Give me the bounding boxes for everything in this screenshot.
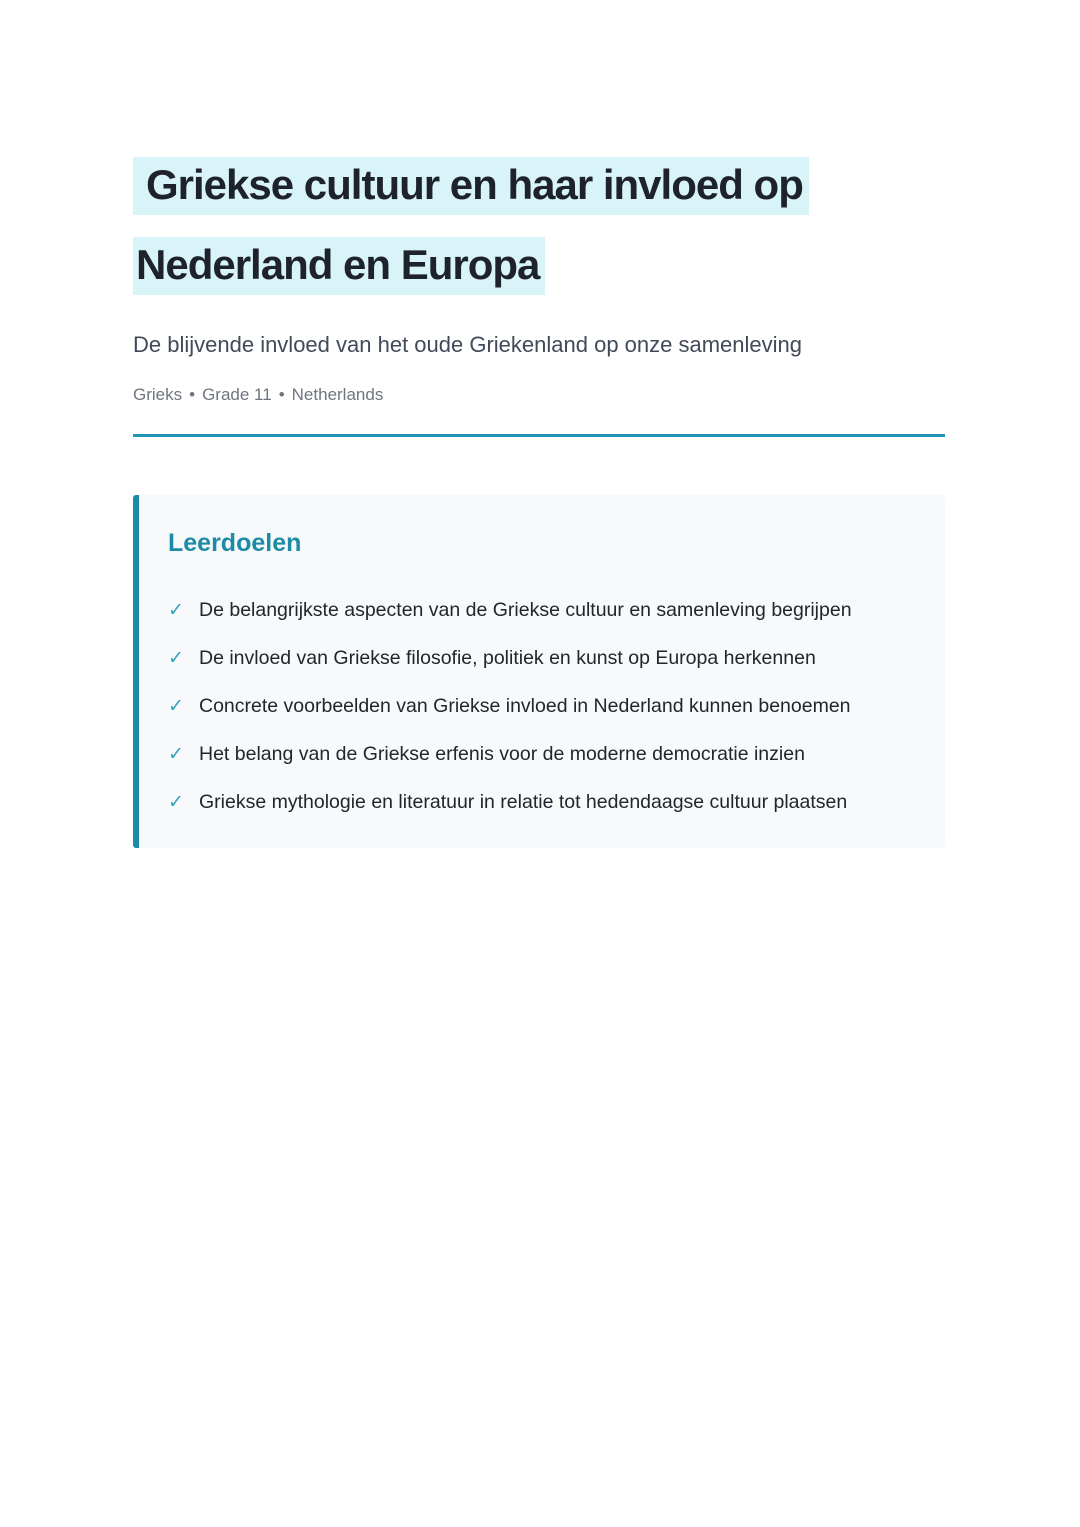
- page-title-line1: Griekse cultuur en haar invloed op: [133, 157, 809, 215]
- check-icon: ✓: [168, 792, 184, 813]
- list-item: [168, 640, 915, 677]
- check-icon: ✓: [168, 744, 184, 765]
- meta-line: [133, 385, 945, 405]
- divider-rule: [133, 434, 945, 437]
- list-item: [168, 736, 915, 773]
- objectives-heading: Leerdoelen: [168, 529, 302, 557]
- list-item-text: De belangrijkste aspecten van de Griekse cultuur en samenleving begrijpen: [199, 599, 852, 621]
- meta-country: Netherlands: [291, 385, 384, 404]
- check-icon: ✓: [168, 600, 184, 621]
- list-item-text: Griekse mythologie en literatuur in relatie tot hedendaagse cultuur plaatsen: [199, 791, 848, 813]
- check-icon: ✓: [168, 648, 184, 669]
- page-title-line2: Nederland en Europa: [133, 237, 545, 295]
- meta-separator: •: [278, 385, 285, 404]
- list-item-text: De invloed van Griekse filosofie, politiek en kunst op Europa herkennen: [199, 647, 816, 669]
- objectives-card: [133, 495, 945, 848]
- meta-separator: •: [189, 385, 196, 404]
- list-item: [168, 784, 915, 821]
- page-title: [133, 145, 945, 305]
- list-item-text: Het belang van de Griekse erfenis voor de moderne democratie inzien: [199, 743, 805, 765]
- list-item: [168, 688, 915, 725]
- meta-subject: Grieks: [133, 385, 183, 404]
- meta-grade: Grade 11: [202, 385, 272, 404]
- check-icon: ✓: [168, 696, 184, 717]
- page-subtitle: De blijvende invloed van het oude Griekenland op onze samenleving: [133, 332, 803, 357]
- list-item: [168, 592, 915, 629]
- objectives-list: [168, 592, 915, 821]
- list-item-text: Concrete voorbeelden van Griekse invloed in Nederland kunnen benoemen: [199, 695, 851, 717]
